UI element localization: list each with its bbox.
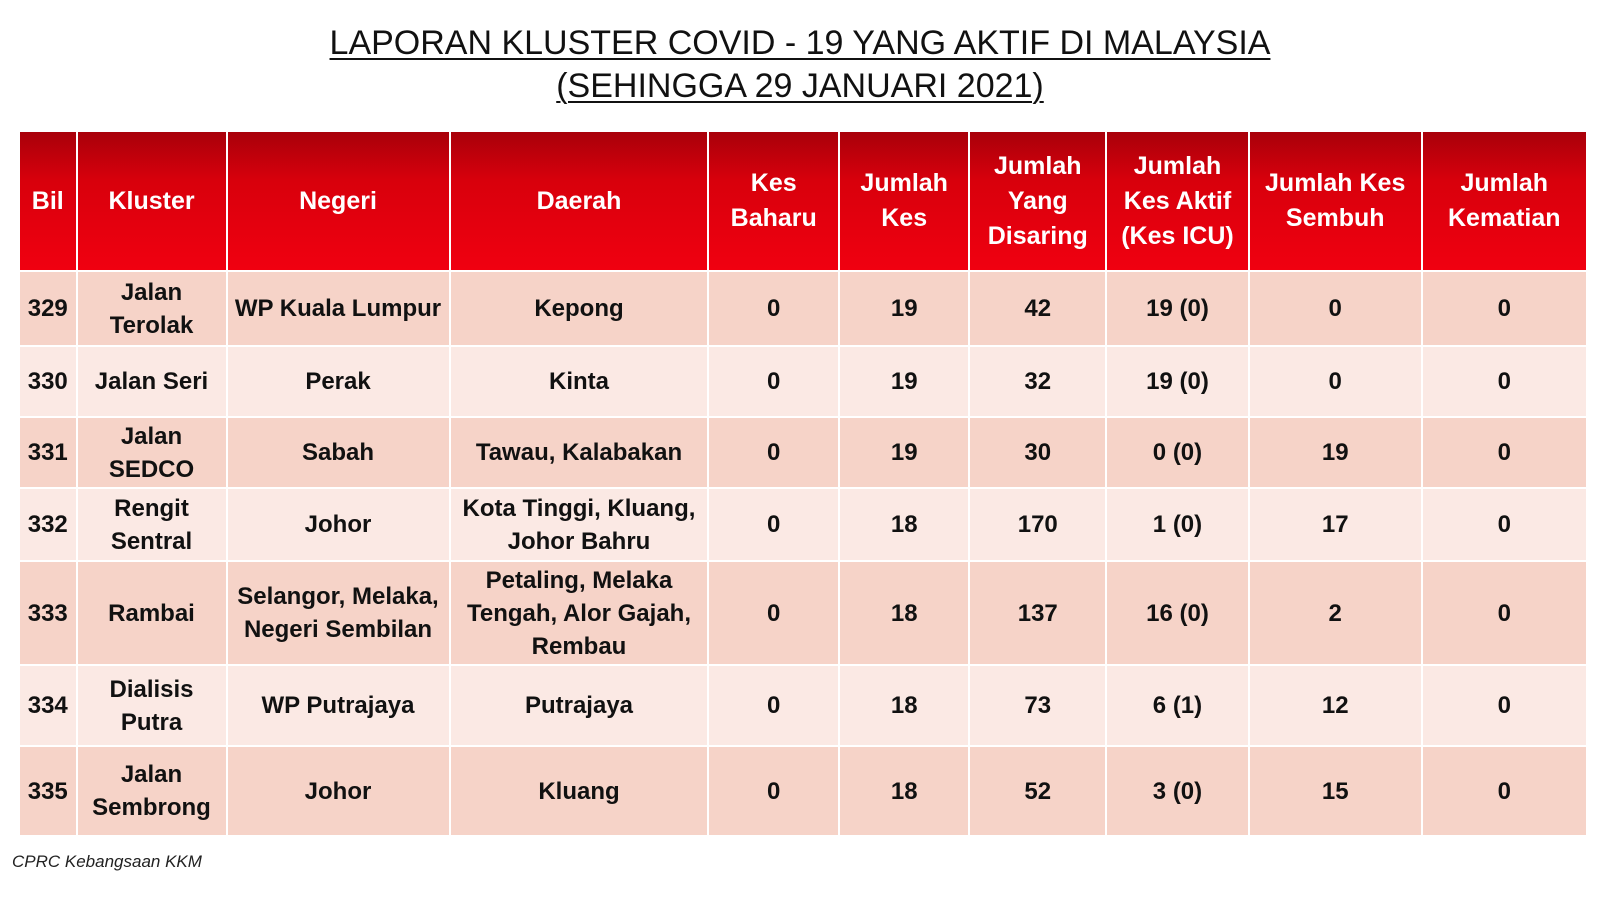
- cell-kematian: 0: [1423, 747, 1586, 835]
- table-row: [20, 747, 1586, 835]
- cell-disaring: 137: [970, 562, 1105, 664]
- header-row: [20, 132, 1586, 270]
- cell-kes-sembuh: 0: [1250, 272, 1421, 345]
- header-jumlah-kes: Jumlah Kes: [840, 132, 968, 270]
- header-kluster: Kluster: [78, 132, 226, 270]
- cell-daerah: Kluang: [451, 747, 708, 835]
- cell-kes-baharu: 0: [709, 418, 837, 487]
- page-title: [0, 22, 1600, 108]
- cell-negeri: Johor: [228, 747, 449, 835]
- cell-kes-baharu: 0: [709, 489, 837, 560]
- cell-kes-sembuh: 0: [1250, 347, 1421, 416]
- cell-bil: 335: [20, 747, 76, 835]
- cell-kes-baharu: 0: [709, 666, 837, 745]
- header-bil: Bil: [20, 132, 76, 270]
- cell-daerah: Petaling, Melaka Tengah, Alor Gajah, Rembau: [451, 562, 708, 664]
- cell-kes-sembuh: 2: [1250, 562, 1421, 664]
- cell-kes-sembuh: 15: [1250, 747, 1421, 835]
- cell-bil: 333: [20, 562, 76, 664]
- cell-bil: 329: [20, 272, 76, 345]
- cell-kluster: Dialisis Putra: [78, 666, 226, 745]
- cell-kes-aktif: 6 (1): [1107, 666, 1248, 745]
- cell-bil: 330: [20, 347, 76, 416]
- cell-kes-baharu: 0: [709, 747, 837, 835]
- cell-kluster: Rambai: [78, 562, 226, 664]
- cell-jumlah-kes: 19: [840, 272, 968, 345]
- cell-jumlah-kes: 19: [840, 347, 968, 416]
- table-row: [20, 666, 1586, 745]
- cell-kes-sembuh: 12: [1250, 666, 1421, 745]
- cell-kematian: 0: [1423, 347, 1586, 416]
- cell-daerah: Kinta: [451, 347, 708, 416]
- cell-negeri: Sabah: [228, 418, 449, 487]
- cell-bil: 331: [20, 418, 76, 487]
- table-row: [20, 347, 1586, 416]
- cell-kluster: Jalan Terolak: [78, 272, 226, 345]
- cell-disaring: 170: [970, 489, 1105, 560]
- cell-kes-sembuh: 19: [1250, 418, 1421, 487]
- cell-kematian: 0: [1423, 489, 1586, 560]
- cell-kes-baharu: 0: [709, 562, 837, 664]
- cell-daerah: Tawau, Kalabakan: [451, 418, 708, 487]
- cell-kes-aktif: 3 (0): [1107, 747, 1248, 835]
- cell-kluster: Rengit Sentral: [78, 489, 226, 560]
- cell-kematian: 0: [1423, 272, 1586, 345]
- cell-disaring: 30: [970, 418, 1105, 487]
- title-line-2: (SEHINGGA 29 JANUARI 2021): [556, 67, 1044, 105]
- cell-kes-baharu: 0: [709, 272, 837, 345]
- cell-kes-baharu: 0: [709, 347, 837, 416]
- cell-bil: 334: [20, 666, 76, 745]
- cell-negeri: Selangor, Melaka, Negeri Sembilan: [228, 562, 449, 664]
- cell-negeri: WP Kuala Lumpur: [228, 272, 449, 345]
- cell-kes-aktif: 1 (0): [1107, 489, 1248, 560]
- header-jumlah-disaring: Jumlah Yang Disaring: [970, 132, 1105, 270]
- cell-kes-aktif: 19 (0): [1107, 272, 1248, 345]
- cell-negeri: Perak: [228, 347, 449, 416]
- cell-kematian: 0: [1423, 666, 1586, 745]
- cell-disaring: 42: [970, 272, 1105, 345]
- cell-daerah: Putrajaya: [451, 666, 708, 745]
- cell-bil: 332: [20, 489, 76, 560]
- cell-kes-sembuh: 17: [1250, 489, 1421, 560]
- header-negeri: Negeri: [228, 132, 449, 270]
- cell-daerah: Kota Tinggi, Kluang, Johor Bahru: [451, 489, 708, 560]
- cell-kes-aktif: 16 (0): [1107, 562, 1248, 664]
- cell-jumlah-kes: 18: [840, 666, 968, 745]
- table-row: [20, 562, 1586, 664]
- cell-jumlah-kes: 19: [840, 418, 968, 487]
- cell-kes-aktif: 19 (0): [1107, 347, 1248, 416]
- table-row: [20, 272, 1586, 345]
- cell-negeri: Johor: [228, 489, 449, 560]
- table-row: [20, 489, 1586, 560]
- header-kes-sembuh: Jumlah Kes Sembuh: [1250, 132, 1421, 270]
- cell-kluster: Jalan Sembrong: [78, 747, 226, 835]
- cell-jumlah-kes: 18: [840, 562, 968, 664]
- header-kes-baharu: Kes Baharu: [709, 132, 837, 270]
- cell-daerah: Kepong: [451, 272, 708, 345]
- header-kes-aktif: Jumlah Kes Aktif (Kes ICU): [1107, 132, 1248, 270]
- cell-jumlah-kes: 18: [840, 489, 968, 560]
- cell-jumlah-kes: 18: [840, 747, 968, 835]
- cell-kematian: 0: [1423, 562, 1586, 664]
- cell-disaring: 73: [970, 666, 1105, 745]
- source-credit: CPRC Kebangsaan KKM: [12, 852, 202, 871]
- table-row: [20, 418, 1586, 487]
- cell-kes-aktif: 0 (0): [1107, 418, 1248, 487]
- header-daerah: Daerah: [451, 132, 708, 270]
- cell-negeri: WP Putrajaya: [228, 666, 449, 745]
- cell-kluster: Jalan SEDCO: [78, 418, 226, 487]
- cell-kluster: Jalan Seri: [78, 347, 226, 416]
- cell-disaring: 52: [970, 747, 1105, 835]
- title-line-1: LAPORAN KLUSTER COVID - 19 YANG AKTIF DI MALAYSIA: [329, 24, 1271, 62]
- header-kematian: Jumlah Kematian: [1423, 132, 1586, 270]
- cluster-table: [18, 130, 1588, 837]
- cell-disaring: 32: [970, 347, 1105, 416]
- cell-kematian: 0: [1423, 418, 1586, 487]
